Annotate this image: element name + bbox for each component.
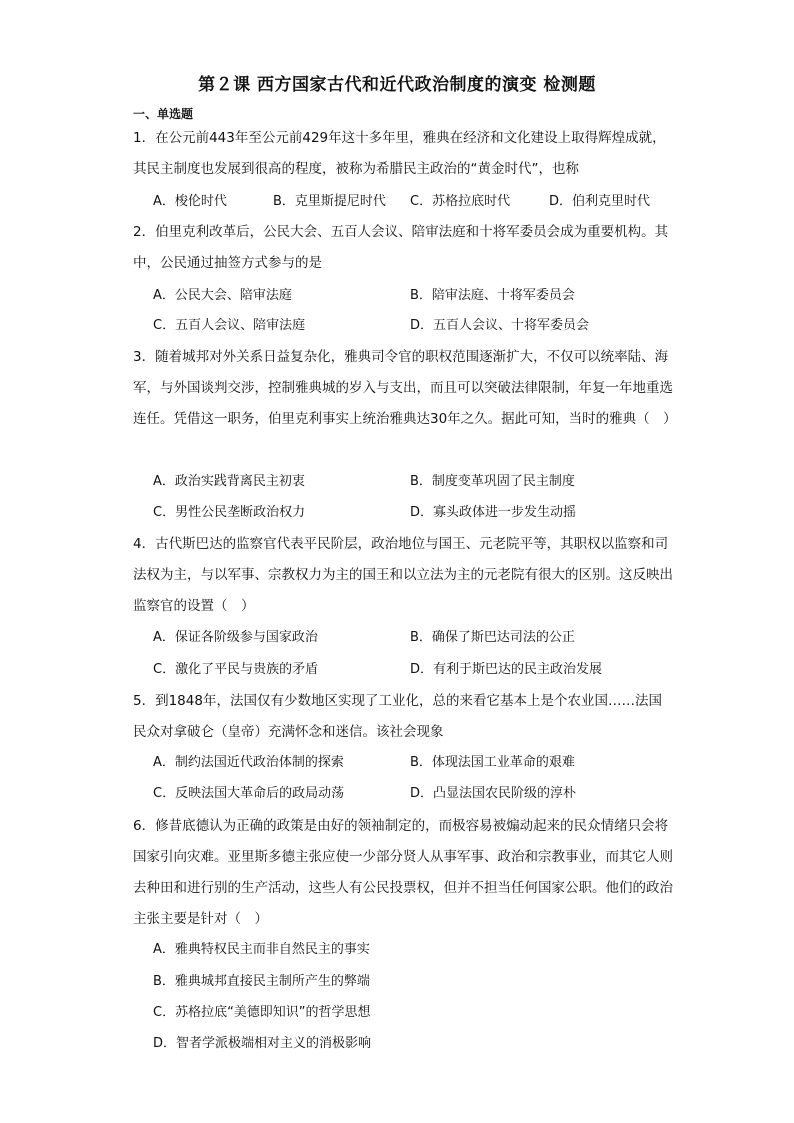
question-1-option-b: B．克里斯提尼时代	[273, 194, 386, 209]
question-1-stem: 1．在公元前443年至公元前429年这十多年里，雅典在经济和文化建设上取得辉煌成就，其民主制度也发展到很高的程度，被称为希腊民主政治的“黄金时代”，也称	[133, 130, 666, 177]
question-4-option-a: A．保证各阶级参与国家政治	[153, 630, 318, 645]
question-1-option-c: C．苏格拉底时代	[410, 194, 511, 209]
question-3-option-d: D．寡头政体进一步发生动摇	[410, 505, 577, 520]
question-2-option-d: D．五百人会议、十将军委员会	[410, 318, 590, 333]
question-2-stem: 2．伯里克利改革后，公民大会、五百人会议、陪审法庭和十将军委员会成为重要机构。其中，公民通过抽签方式参与的是	[133, 224, 669, 271]
question-2-option-c: C．五百人会议、陪审法庭	[153, 318, 306, 333]
question-4-stem: 4．古代斯巴达的监察官代表平民阶层，政治地位与国王、元老院平等，其职权以监察和司法权为主，与以军事、宗教权力为主的国王和以立法为主的元老院有很大的区别。这反映出监察官的设置（ ）	[133, 536, 673, 614]
question-4-option-d: D．有利于斯巴达的民主政治发展	[410, 662, 603, 677]
question-2-option-a: A．公民大会、陪审法庭	[153, 288, 292, 303]
question-5-option-b: B．体现法国工业革命的艰难	[410, 755, 575, 770]
question-6-option-d: D．智者学派极端相对主义的消极影响	[153, 1036, 372, 1051]
question-4-option-b: B．确保了斯巴达司法的公正	[410, 630, 575, 645]
question-5-stem: 5．到1848年，法国仅有少数地区实现了工业化，总的来看它基本上是个农业国……法国民众对拿破仑（皇帝）充满怀念和迷信。该社会现象	[133, 693, 662, 740]
question-1-option-a: A．梭伦时代	[153, 194, 227, 209]
question-4-option-c: C．激化了平民与贵族的矛盾	[153, 662, 319, 677]
section-heading: 一、单选题	[133, 107, 194, 121]
question-6-stem: 6．修昔底德认为正确的政策是由好的领袖制定的，而极容易被煽动起来的民众情绪只会将国家引向灾难。亚里斯多德主张应使一少部分贤人从事军事、政治和宗教事业，而其它人则去种田和进行别的生产活动，这些人有公民投票权，但并不担当任何国家公职。他们的政治主张主要是针对（ ）	[133, 818, 673, 927]
question-3-option-a: A．政治实践背离民主初衷	[153, 474, 305, 489]
question-3-stem: 3．随着城邦对外关系日益复杂化，雅典司令官的职权范围逐渐扩大，不仅可以统率陆、海军，与外国谈判交涉，控制雅典城的岁入与支出，而且可以突破法律限制，年复一年地重选连任。凭借这一职务，伯里克利事实上统治雅典达30年之久。据此可知，当时的雅典（ ）	[133, 349, 677, 427]
question-2-option-b: B．陪审法庭、十将军委员会	[410, 288, 575, 303]
question-6-option-c: C．苏格拉底“美德即知识”的哲学思想	[153, 1005, 371, 1020]
page-title: 第２课 西方国家古代和近代政治制度的演变 检测题	[198, 75, 596, 95]
question-5-option-a: A．制约法国近代政治体制的探索	[153, 755, 344, 770]
question-5-option-d: D．凸显法国农民阶级的淳朴	[410, 786, 577, 801]
question-3-option-b: B．制度变革巩固了民主制度	[410, 474, 575, 489]
question-6-option-a: A．雅典特权民主而非自然民主的事实	[153, 942, 370, 957]
question-1-option-d: D．伯利克里时代	[549, 194, 651, 209]
question-3-option-c: C．男性公民垄断政治权力	[153, 505, 306, 520]
question-5-option-c: C．反映法国大革命后的政局动荡	[153, 786, 345, 801]
question-6-option-b: B．雅典城邦直接民主制所产生的弊端	[153, 974, 370, 989]
